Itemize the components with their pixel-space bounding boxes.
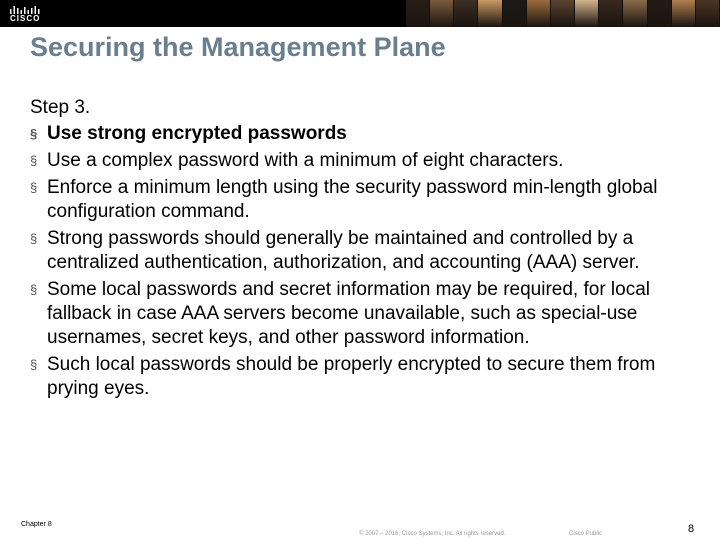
bullet-marker-icon: § [30, 180, 38, 195]
header-photo [648, 0, 672, 27]
header-photo [503, 0, 527, 27]
slide-title: Securing the Management Plane [30, 32, 446, 62]
header-photo [696, 0, 720, 27]
header-photo [623, 0, 647, 27]
header-bar [0, 0, 720, 27]
bullet-text: Enforce a minimum length using the security password min-length global configuration command. [47, 177, 658, 222]
bullet-list [30, 122, 690, 401]
cisco-logo-text: CISCO [10, 14, 41, 23]
slide-body [30, 96, 690, 404]
cisco-logo-icon [9, 4, 43, 14]
footer-chapter: Chapter 8 [21, 521, 52, 528]
page-number: 8 [688, 523, 695, 535]
bullet-item [30, 149, 690, 173]
bullet-text: Use a complex password with a minimum of eight characters. [47, 150, 564, 171]
header-photo [575, 0, 599, 27]
footer-classification: Cisco Public [569, 531, 603, 537]
header-photo [430, 0, 454, 27]
cisco-logo [8, 4, 44, 24]
bullet-item [30, 278, 690, 350]
header-photo [406, 0, 430, 27]
header-photo [551, 0, 575, 27]
header-photo [672, 0, 696, 27]
header-photo [527, 0, 551, 27]
bullet-item [30, 227, 690, 275]
bullet-item [30, 353, 690, 401]
bullet-marker-icon: § [30, 357, 38, 372]
header-photo [454, 0, 478, 27]
header-photo-strip [406, 0, 720, 27]
bullet-marker-icon: § [30, 126, 38, 141]
bullet-item [30, 176, 690, 224]
step-label: Step 3. [30, 97, 91, 118]
bullet-text: Some local passwords and secret information may be required, for local fallback in case AAA servers become unavailable, such as special-use usernames, secret keys, and other password information. [47, 279, 651, 348]
bullet-item [30, 122, 690, 146]
header-photo [599, 0, 623, 27]
bullet-marker-icon: § [30, 153, 38, 168]
bullet-marker-icon: § [30, 282, 38, 297]
bullet-text: Strong passwords should generally be maintained and controlled by a centralized authentication, authorization, and accounting (AAA) server. [47, 228, 640, 273]
bullet-text: Such local passwords should be properly encrypted to secure them from prying eyes. [47, 354, 656, 399]
header-photo [478, 0, 502, 27]
bullet-marker-icon: § [30, 231, 38, 246]
bullet-text: Use strong encrypted passwords [47, 123, 347, 144]
footer-copyright: © 2007 – 2016, Cisco Systems, Inc. All rights reserved. [359, 531, 506, 537]
